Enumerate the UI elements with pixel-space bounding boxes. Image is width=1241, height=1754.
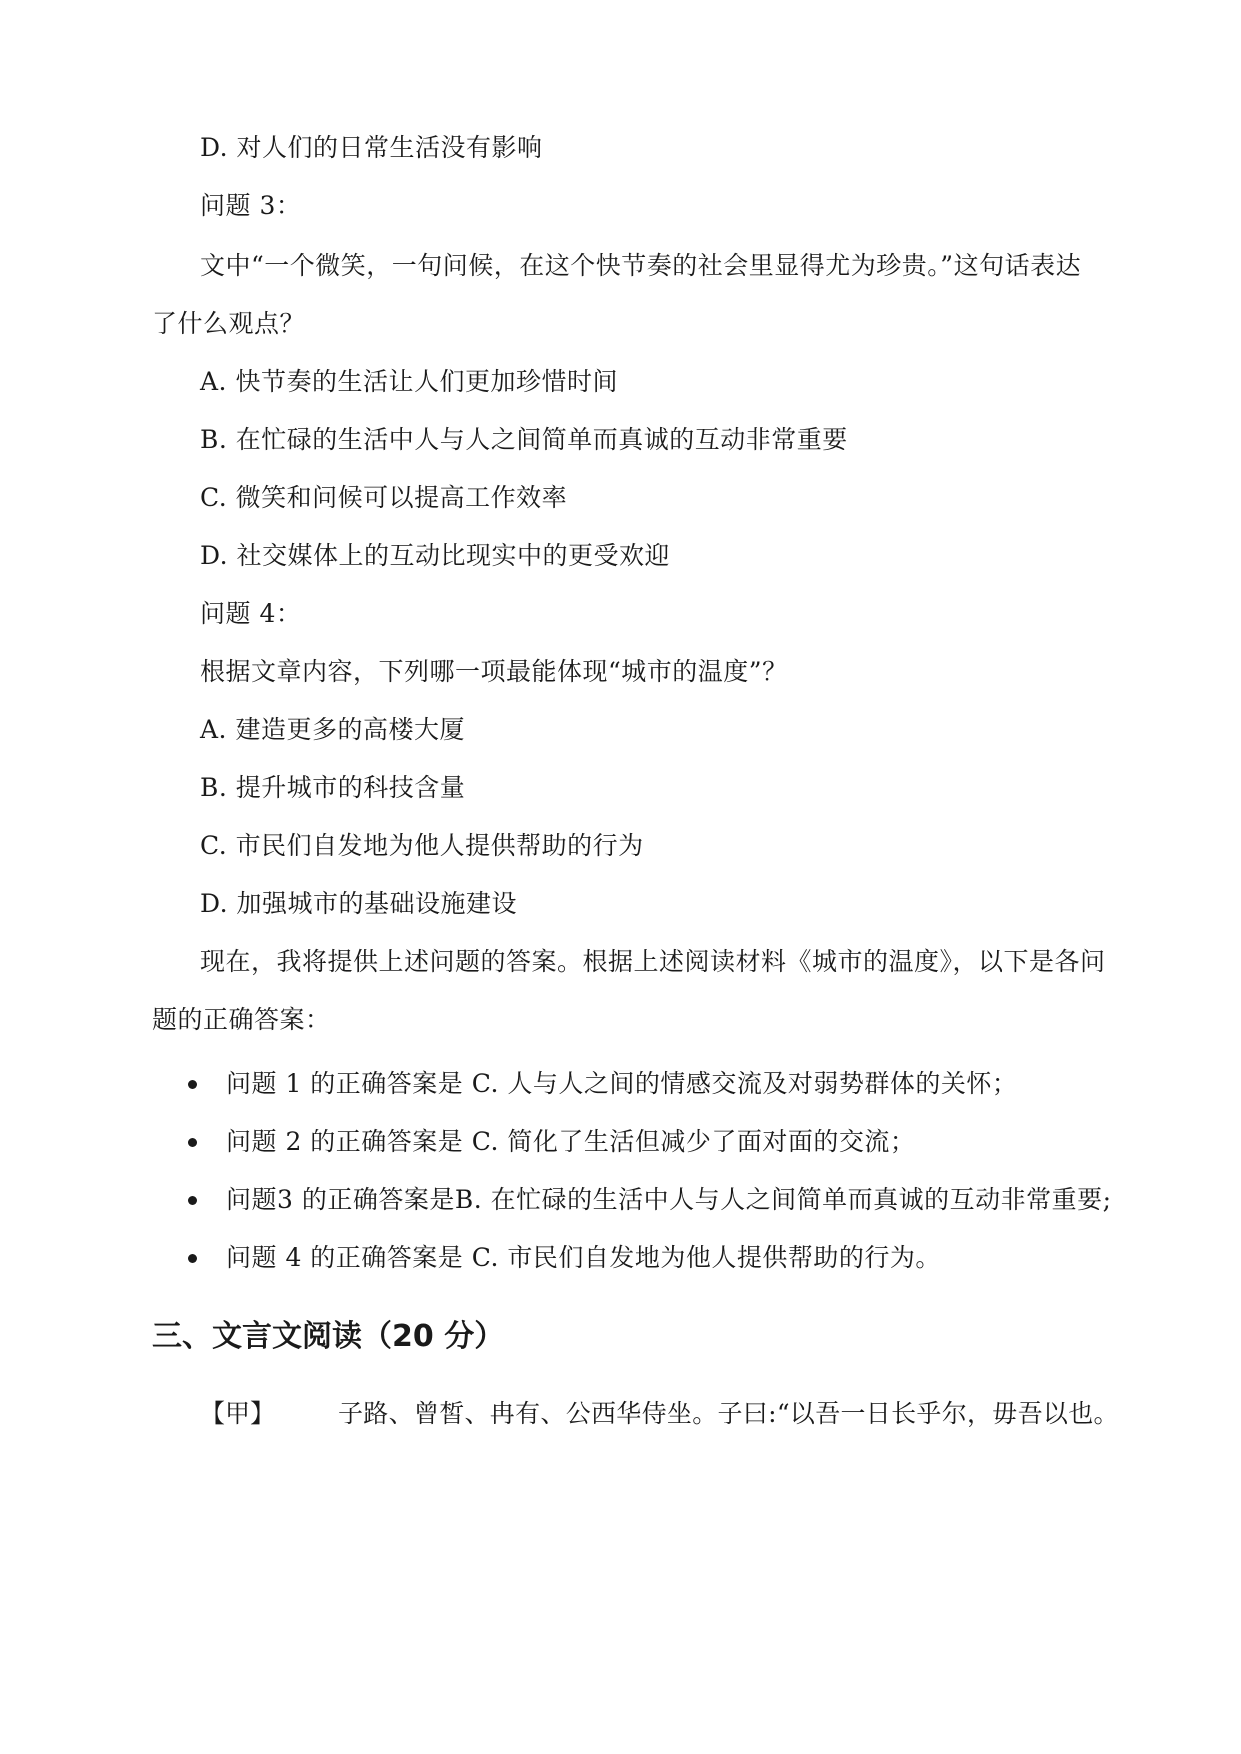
bullet-dot	[188, 1080, 197, 1089]
answer-item-2: 问题 2 的正确答案是 C. 简化了生活但减少了面对面的交流；	[226, 1127, 916, 1156]
q3-option-d: D. 社交媒体上的互动比现实中的更受欢迎	[200, 541, 671, 570]
section-heading: 三、文言文阅读（20 分）	[152, 1319, 505, 1354]
q3-label: 问题 3：	[200, 191, 302, 220]
bullet-dot	[188, 1138, 197, 1147]
q3-option-b: B. 在忙碌的生活中人与人之间简单而真诚的互动非常重要	[200, 425, 848, 454]
answer-intro-line-1: 现在，我将提供上述问题的答案。根据上述阅读材料《城市的温度》，以下是各问	[200, 947, 1106, 976]
q4-label: 问题 4：	[200, 599, 302, 628]
q4-option-a: A. 建造更多的高楼大厦	[200, 715, 465, 744]
answer-item-1: 问题 1 的正确答案是 C. 人与人之间的情感交流及对弱势群体的关怀；	[226, 1069, 1018, 1098]
q3-option-c: C. 微笑和问候可以提高工作效率	[200, 483, 568, 512]
q2-option-d: D. 对人们的日常生活没有影响	[200, 133, 543, 162]
q4-question: 根据文章内容，下列哪一项最能体现“城市的温度”？	[200, 657, 788, 686]
q3-question-line-1: 文中“一个微笑，一句问候，在这个快节奏的社会里显得尤为珍贵。”这句话表达	[200, 251, 1082, 280]
bullet-dot	[188, 1196, 197, 1205]
answer-intro-line-2: 题的正确答案：	[152, 1005, 331, 1034]
q4-option-b: B. 提升城市的科技含量	[200, 773, 466, 802]
answer-item-4: 问题 4 的正确答案是 C. 市民们自发地为他人提供帮助的行为。	[226, 1243, 941, 1272]
classical-tag: 【甲】	[200, 1399, 276, 1428]
q3-option-a: A. 快节奏的生活让人们更加珍惜时间	[200, 367, 618, 396]
q4-option-d: D. 加强城市的基础设施建设	[200, 889, 518, 918]
answer-item-3: 问题3 的正确答案是B. 在忙碌的生活中人与人之间简单而真诚的互动非常重要;	[226, 1185, 1112, 1214]
bullet-dot	[188, 1254, 197, 1263]
q3-question-line-2: 了什么观点？	[152, 309, 306, 338]
q4-option-c: C. 市民们自发地为他人提供帮助的行为	[200, 831, 644, 860]
classical-text: 子路、曾皙、冉有、公西华侍坐。子曰:“以吾一日长乎尔，毋吾以也。	[338, 1399, 1119, 1428]
